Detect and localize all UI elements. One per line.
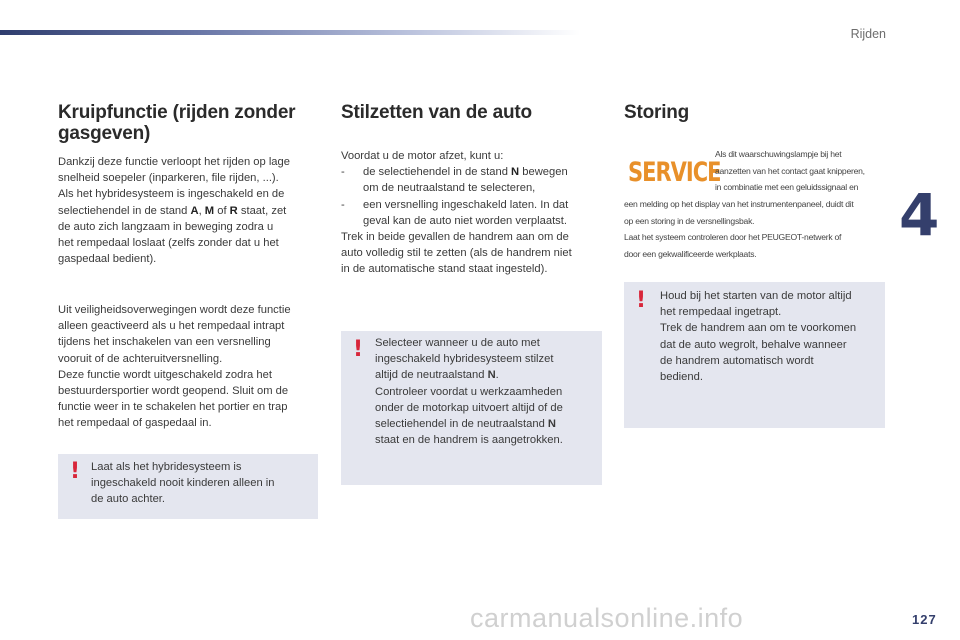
page-number: 127	[912, 612, 937, 627]
warning-icon: !	[636, 288, 647, 313]
section-stilzetten	[341, 102, 603, 278]
warning-text: Selecteer wanneer u de auto met ingeschakeld hybridesysteem stilzet altijd de neutraalstand N. Controleer voordat u werkzaamheden onder de motorkap uitvoert altijd of de selectiehendel in de neutraalstand N staat en de handrem is aangetrokken.	[375, 337, 563, 447]
warning-box-children	[58, 454, 318, 519]
warning-box-neutral	[341, 331, 602, 485]
warning-icon: !	[353, 337, 364, 362]
list-item: - een versnelling ingeschakeld laten. In dat geval kan de auto niet worden verplaatst.	[341, 198, 569, 227]
header-gradient-bar	[0, 30, 580, 35]
section-title: Storing	[624, 102, 690, 123]
storing-side-text: Als dit waarschuwingslampje bij het aanzetten van het contact gaat knipperen, in combinatie met een geluidssignaal en	[715, 149, 865, 192]
chapter-number: 4	[899, 181, 940, 249]
list-item: - de selectiehendel in de stand N bewegen om de neutraalstand te selecteren,	[341, 166, 568, 195]
section-kruipfunctie	[58, 102, 320, 267]
warning-icon: !	[70, 459, 81, 484]
watermark: carmanualsonline.info	[470, 603, 744, 633]
section-title: Stilzetten van de auto	[341, 102, 532, 123]
warning-text: Houd bij het starten van de motor altijd het rempedaal ingetrapt. Trek de handrem aan om te voorkomen dat de auto wegrolt, behalve wanneer de handrem automatisch wordt bediend.	[660, 290, 857, 384]
paragraph-safety: Uit veiligheidsoverwegingen wordt deze functie alleen geactiveerd als u het rempedaal intrapt tijdens het inschakelen van een versnelling vooruit of de achteruitversnelling. Deze functie wordt uitgeschakeld zodra het bestuurdersportier wordt geopend. Sluit om de functie weer in te schakelen het portier en trap het rempedaal of gaspedaal in.	[58, 304, 291, 430]
warning-text: Laat als het hybridesysteem is ingeschakeld nooit kinderen alleen in de auto achter.	[91, 461, 275, 506]
section-storing	[624, 102, 886, 123]
paragraph-stilzetten: Voordat u de motor afzet, kunt u: - de selectiehendel in de stand N bewegen om de neutraalstand te selecteren, - een versnelling ingeschakeld laten. In dat geval kan de auto niet worden verplaatst. Trek in beide gevallen de handrem aan om de auto volledig stil te zetten (als de handrem niet in de automatische stand staat ingesteld).	[341, 148, 603, 278]
service-warning-icon: SERVICE	[628, 157, 721, 187]
paragraph-intro: Dankzij deze functie verloopt het rijden op lage snelheid soepeler (inparkeren, file rijden, ...). Als het hybridesysteem is ingeschakeld en de selectiehendel in de stand A, M of R staat, zet de auto zich langzaam in beweging zodra u het rempedaal loslaat (zelfs zonder dat u het gaspedaal bedient).	[58, 156, 290, 266]
section-title: Kruipfunctie (rijden zonder gasgeven)	[58, 102, 296, 144]
section-name: Rijden	[850, 27, 886, 41]
storing-text: een melding op het display van het instrumentenpaneel, duidt dit op een storing in de versnellingsbak. Laat het systeem controleren door het PEUGEOT-netwerk of door een gekwalificeerde werkplaats.	[624, 199, 854, 259]
warning-box-start	[624, 282, 885, 428]
